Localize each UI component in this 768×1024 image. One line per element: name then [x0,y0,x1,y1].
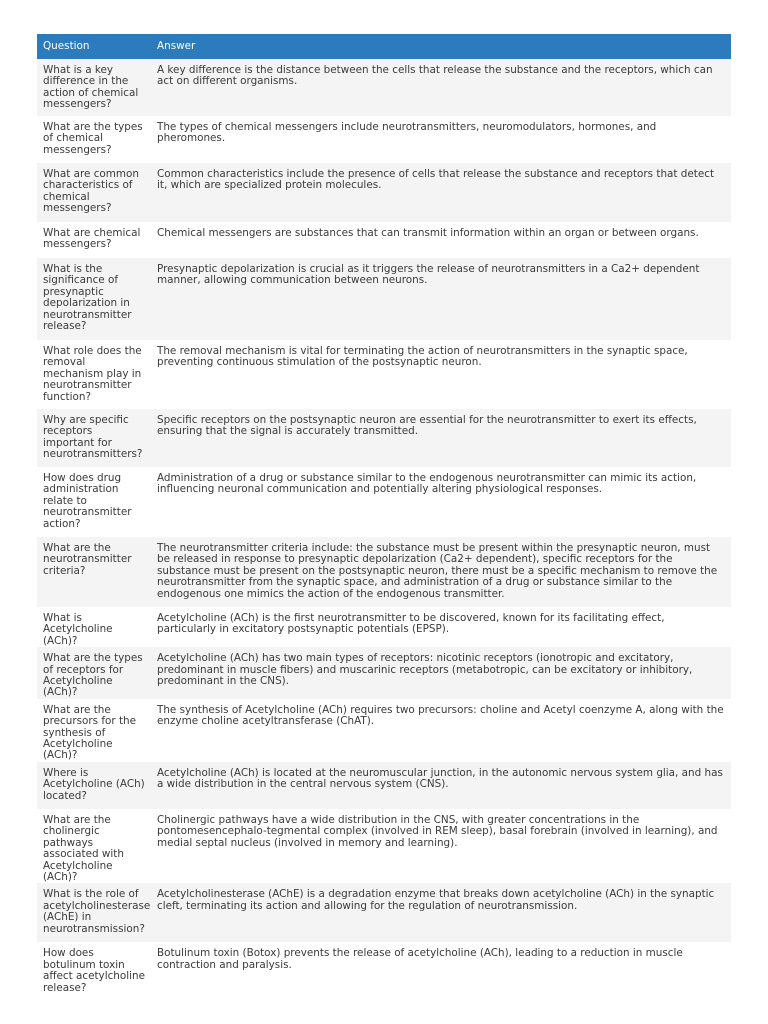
question-cell: What is the significance of presynaptic depolarization in neurotransmitter release? [37,258,151,340]
question-cell: What are common characteristics of chemical messengers? [37,163,151,222]
table-header-row [37,34,731,59]
answer-cell: The neurotransmitter criteria include: the substance must be present within the presynaptic neuron, must be released in response to presynaptic depolarization (Ca2+ dependent), specific receptors for the substance must be present on the postsynaptic neuron, there must be a specific mechanism to remove the neurotransmitter from the synaptic space, and administration of a drug or substance similar to the endogenous one mimics the action of the endogenous transmitter. [151,537,731,607]
answer-cell: The types of chemical messengers include neurotransmitters, neuromodulators, hormones, and pheromones. [151,116,731,163]
table-row [37,537,731,607]
question-cell: What are the neurotransmitter criteria? [37,537,151,607]
table-row [37,699,731,762]
question-cell: What is a key difference in the action of chemical messengers? [37,59,151,116]
table-row [37,59,731,116]
table-row [37,883,731,942]
question-cell: What are the types of chemical messengers? [37,116,151,163]
column-header-answer: Answer [151,34,731,59]
table-row [37,809,731,883]
answer-cell: The synthesis of Acetylcholine (ACh) requires two precursors: choline and Acetyl coenzyme A, along with the enzyme choline acetyltransferase (ChAT). [151,699,731,762]
answer-cell: Common characteristics include the presence of cells that release the substance and receptors that detect it, which are specialized protein molecules. [151,163,731,222]
table-row [37,409,731,467]
table-row [37,607,731,647]
answer-cell: Specific receptors on the postsynaptic neuron are essential for the neurotransmitter to exert its effects, ensuring that the signal is accurately transmitted. [151,409,731,467]
answer-cell: The removal mechanism is vital for terminating the action of neurotransmitters in the synaptic space, preventing continuous stimulation of the postsynaptic neuron. [151,340,731,409]
answer-cell: A key difference is the distance between the cells that release the substance and the receptors, which can act on different organisms. [151,59,731,116]
answer-cell: Acetylcholine (ACh) is located at the neuromuscular junction, in the autonomic nervous system glia, and has a wide distribution in the central nervous system (CNS). [151,762,731,809]
answer-cell: Botulinum toxin (Botox) prevents the release of acetylcholine (ACh), leading to a reduction in muscle contraction and paralysis. [151,942,731,998]
table-row [37,258,731,340]
table-row [37,942,731,998]
question-cell: Where is Acetylcholine (ACh) located? [37,762,151,809]
answer-cell: Cholinergic pathways have a wide distribution in the CNS, with greater concentrations in the pontomesencephalo-tegmental complex (involved in REM sleep), basal forebrain (involved in learning), and medial septal nucleus (involved in memory and learning). [151,809,731,883]
question-cell: What are the precursors for the synthesis of Acetylcholine (ACh)? [37,699,151,762]
question-cell: What are the types of receptors for Acetylcholine (ACh)? [37,647,151,699]
table-row [37,340,731,409]
table-row [37,762,731,809]
answer-cell: Chemical messengers are substances that can transmit information within an organ or between organs. [151,222,731,258]
question-cell: What is the role of acetylcholinesterase (AChE) in neurotransmission? [37,883,151,942]
table-row [37,222,731,258]
question-cell: What are chemical messengers? [37,222,151,258]
table-row [37,647,731,699]
question-cell: What is Acetylcholine (ACh)? [37,607,151,647]
question-cell: How does botulinum toxin affect acetylcholine release? [37,942,151,998]
question-cell: What role does the removal mechanism play in neurotransmitter function? [37,340,151,409]
table-row [37,467,731,537]
table-row [37,163,731,222]
qa-table [37,34,731,998]
question-cell: Why are specific receptors important for neurotransmitters? [37,409,151,467]
answer-cell: Acetylcholine (ACh) has two main types of receptors: nicotinic receptors (ionotropic and excitatory, predominant in muscle fibers) and muscarinic receptors (metabotropic, can be excitatory or inhibitory, predominant in the CNS). [151,647,731,699]
question-cell: How does drug administration relate to neurotransmitter action? [37,467,151,537]
question-cell: What are the cholinergic pathways associated with Acetylcholine (ACh)? [37,809,151,883]
answer-cell: Presynaptic depolarization is crucial as it triggers the release of neurotransmitters in a Ca2+ dependent manner, allowing communication between neurons. [151,258,731,340]
answer-cell: Administration of a drug or substance similar to the endogenous neurotransmitter can mimic its action, influencing neuronal communication and potentially altering physiological responses. [151,467,731,537]
answer-cell: Acetylcholinesterase (AChE) is a degradation enzyme that breaks down acetylcholine (ACh) in the synaptic cleft, terminating its action and allowing for the regulation of neurotransmission. [151,883,731,942]
table-row [37,116,731,163]
column-header-question: Question [37,34,151,59]
answer-cell: Acetylcholine (ACh) is the first neurotransmitter to be discovered, known for its facilitating effect, particularly in excitatory postsynaptic potentials (EPSP). [151,607,731,647]
